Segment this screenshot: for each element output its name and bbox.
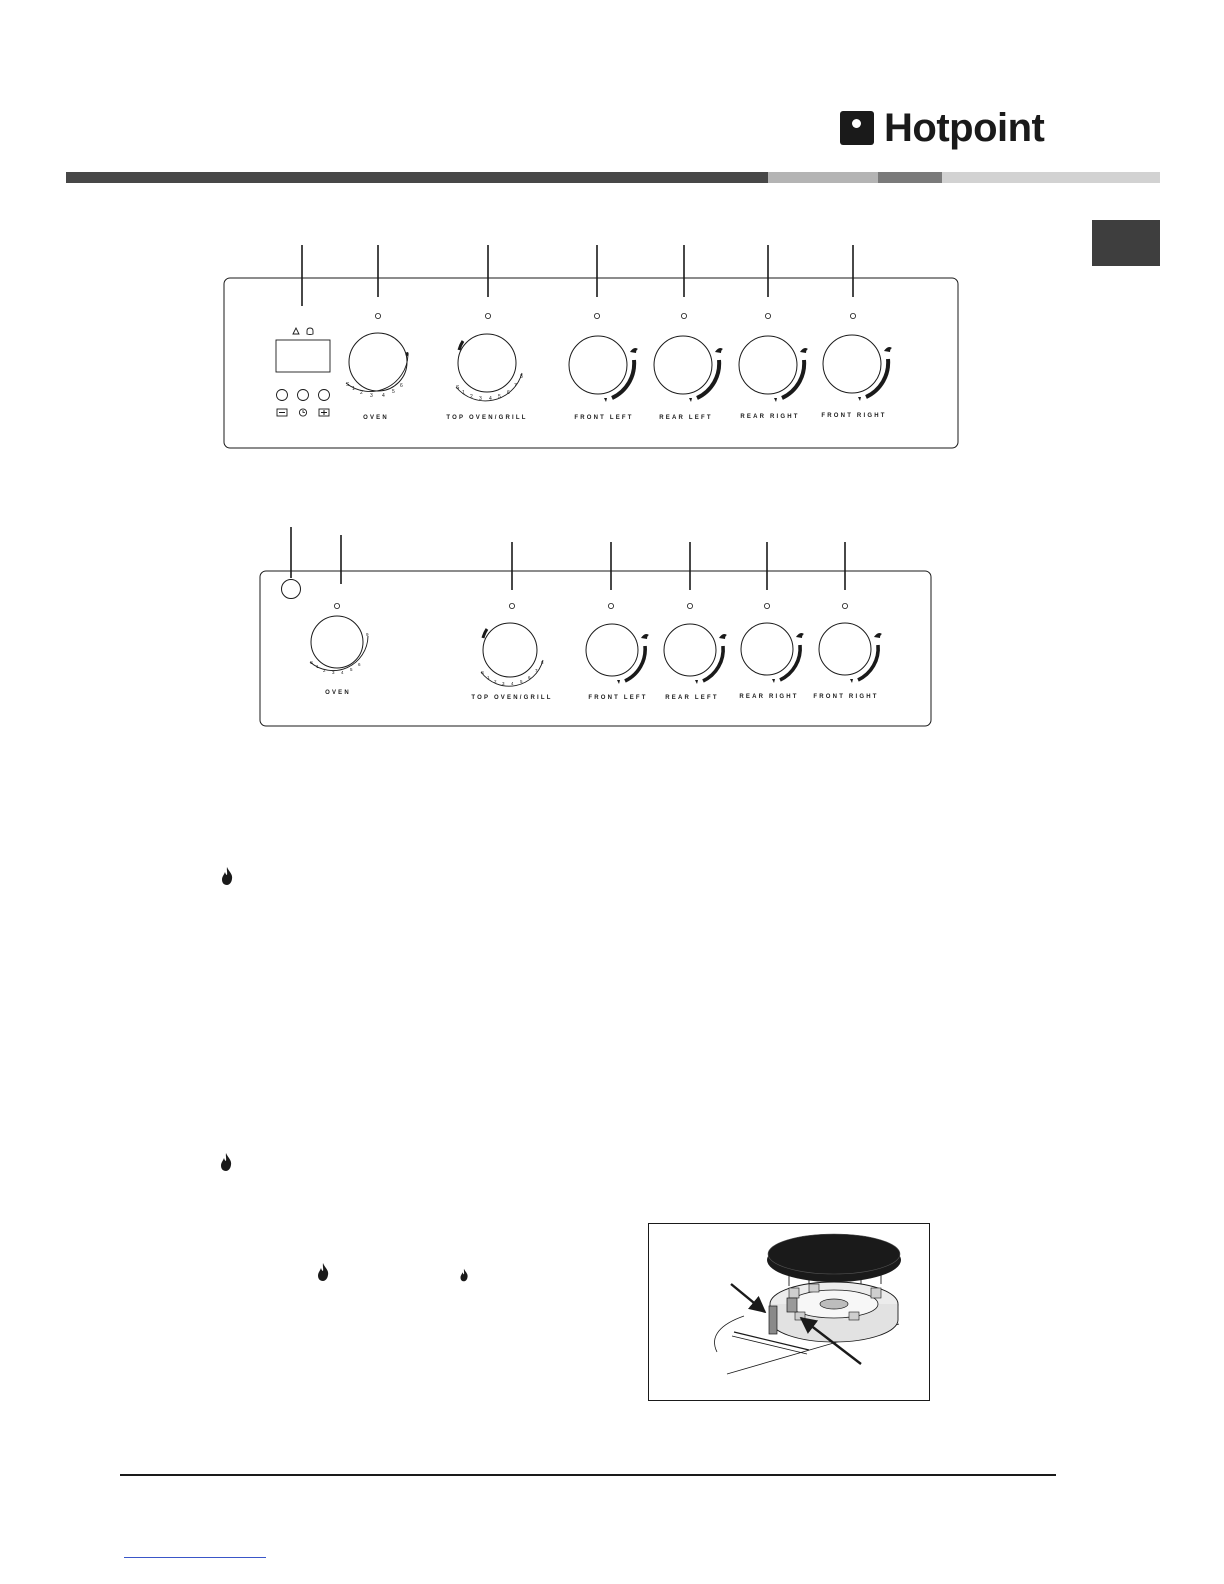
label-front-left-top: FRONT LEFT (574, 415, 634, 421)
oven-knob-top[interactable] (346, 333, 409, 399)
svg-text:3: 3 (332, 670, 335, 675)
svg-text:1: 1 (487, 675, 490, 680)
svg-text:9: 9 (366, 632, 369, 637)
control-panel-bottom (260, 527, 931, 726)
svg-text:1: 1 (352, 386, 355, 392)
svg-text:S: S (481, 670, 485, 675)
svg-text:S: S (310, 660, 314, 665)
svg-text:S: S (456, 385, 460, 391)
flame-icon (219, 1152, 233, 1172)
panel-top-callouts (302, 245, 853, 306)
label-top-oven-grill-top: TOP OVEN/GRILL (446, 415, 528, 421)
label-front-right-top: FRONT RIGHT (821, 413, 887, 419)
bell-icon (293, 328, 299, 334)
timer-button-minus[interactable] (277, 390, 288, 401)
svg-text:4: 4 (511, 681, 514, 686)
oven-knob-bottom[interactable] (310, 616, 369, 675)
minus-icon (277, 409, 287, 416)
rear-right-knob-top[interactable] (739, 336, 808, 402)
burner-drawing (649, 1224, 928, 1399)
svg-text:6: 6 (507, 390, 510, 396)
svg-text:3: 3 (479, 396, 482, 402)
timer-display (276, 340, 330, 372)
flame-icon (316, 1262, 330, 1282)
svg-text:5: 5 (350, 667, 353, 672)
timer-button-plus[interactable] (319, 390, 330, 401)
footer-rule (120, 1474, 1056, 1476)
clock-icon (299, 409, 306, 416)
svg-text:8: 8 (541, 660, 544, 665)
label-oven-top: OVEN (363, 415, 389, 421)
label-rear-left-top: REAR LEFT (659, 415, 713, 421)
svg-text:S: S (346, 382, 350, 388)
svg-text:1: 1 (462, 390, 465, 396)
label-top-oven-grill-bottom: TOP OVEN/GRILL (471, 695, 553, 701)
svg-text:4: 4 (382, 393, 385, 399)
top-oven-grill-knob-top[interactable] (456, 334, 523, 402)
svg-text:4: 4 (341, 670, 344, 675)
plus-icon (319, 409, 329, 416)
control-panel-top (224, 245, 958, 448)
timer-button-clock[interactable] (298, 390, 309, 401)
svg-text:6: 6 (358, 662, 361, 667)
hand-icon (307, 328, 313, 335)
panel-bottom-callouts (291, 527, 845, 590)
label-rear-right-bottom: REAR RIGHT (739, 694, 799, 700)
top-oven-grill-knob-bottom[interactable] (481, 623, 544, 686)
rear-right-knob-bottom[interactable] (741, 623, 804, 683)
svg-text:3: 3 (370, 393, 373, 399)
svg-text:2: 2 (323, 668, 326, 673)
panel-bottom-indicator-lights (334, 603, 847, 608)
svg-text:8: 8 (520, 374, 523, 380)
front-left-knob-top[interactable] (569, 336, 638, 402)
timer-module (276, 328, 330, 416)
svg-text:1: 1 (316, 664, 319, 669)
label-rear-right-top: REAR RIGHT (740, 414, 800, 420)
svg-text:7: 7 (514, 383, 517, 389)
burner-illustration (648, 1223, 930, 1401)
front-left-knob-bottom[interactable] (586, 624, 649, 684)
flame-icon (220, 866, 234, 886)
svg-text:5: 5 (498, 394, 501, 400)
front-right-knob-bottom[interactable] (819, 623, 882, 683)
svg-text:6: 6 (400, 383, 403, 389)
svg-text:3: 3 (502, 681, 505, 686)
label-rear-left-bottom: REAR LEFT (665, 695, 719, 701)
control-panels-diagram (0, 0, 1224, 760)
svg-text:2: 2 (470, 394, 473, 400)
svg-text:7: 7 (535, 668, 538, 673)
front-right-knob-top[interactable] (823, 335, 892, 401)
footer-link-underline[interactable] (124, 1557, 266, 1558)
svg-text:2: 2 (494, 679, 497, 684)
rear-left-knob-bottom[interactable] (664, 624, 727, 684)
label-oven-bottom: OVEN (325, 690, 351, 696)
label-front-right-bottom: FRONT RIGHT (813, 694, 879, 700)
svg-text:2: 2 (360, 390, 363, 396)
label-front-left-bottom: FRONT LEFT (588, 695, 648, 701)
svg-text:4: 4 (489, 396, 492, 402)
small-flame-icon (459, 1268, 469, 1282)
svg-text:5: 5 (520, 679, 523, 684)
ignition-button[interactable] (282, 580, 301, 599)
svg-text:6: 6 (528, 675, 531, 680)
panel-top-indicator-lights (375, 313, 855, 318)
svg-text:5: 5 (392, 389, 395, 395)
rear-left-knob-top[interactable] (654, 336, 723, 402)
brand-name: Hotpoint (884, 106, 1045, 150)
